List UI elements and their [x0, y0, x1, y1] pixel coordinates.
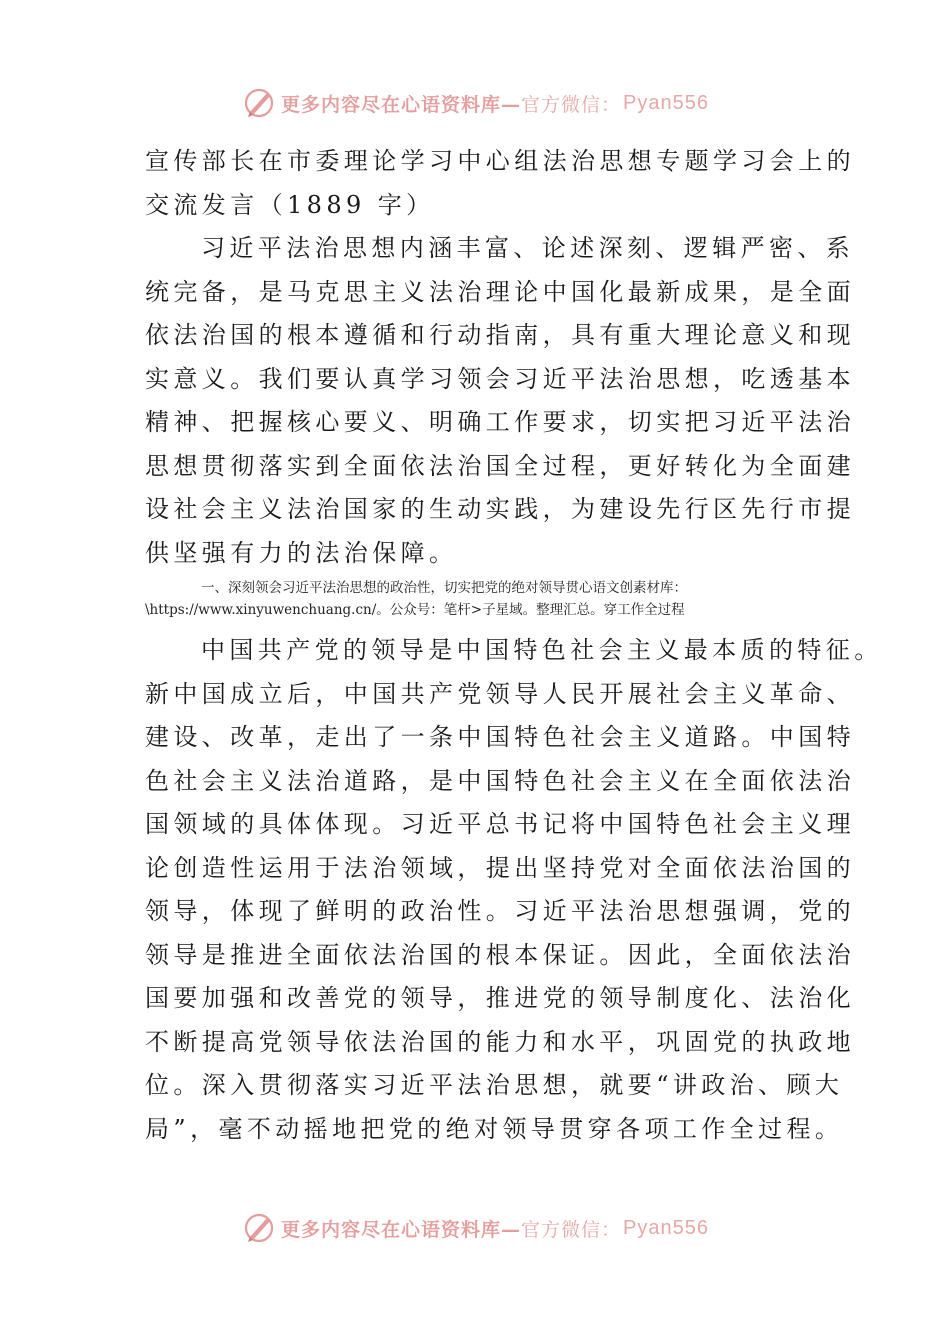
paragraph-line: 国要加强和改善党的领导，推进党的领导制度化、法治化 — [145, 984, 855, 1012]
paragraph-line: 国领域的具体体现。习近平总书记将中国特色社会主义理 — [145, 810, 855, 838]
paragraph-line: 位。深入贯彻落实习近平法治思想，就要“讲政治、顾大 — [145, 1071, 844, 1099]
paragraph-line: 领导是推进全面依法治国的根本保证。因此，全面依法治 — [145, 940, 855, 969]
banner-wechat-id: Pyan556 — [623, 1216, 709, 1239]
paragraph-line: 精神、把握核心要义、明确工作要求，切实把习近平法治 — [145, 408, 855, 436]
banner-wechat-id: Pyan556 — [623, 91, 709, 114]
paragraph-line: 实意义。我们要认真学习领会习近平法治思想，吃透基本 — [145, 364, 855, 393]
pen-logo-icon — [241, 1210, 277, 1246]
paragraph-line: 统完备，是马克思主义法治理论中国化最新成果，是全面 — [145, 277, 855, 306]
paragraph-line: 建设、改革，走出了一条中国特色社会主义道路。中国特 — [145, 723, 855, 751]
paragraph-line: 色社会主义法治道路，是中国特色社会主义在全面依法治 — [145, 766, 855, 795]
paragraph-party-leadership — [145, 629, 883, 1151]
paragraph-line: 思想贯彻落实到全面依法治国全过程，更好转化为全面建 — [145, 451, 855, 480]
paragraph-line: 论创造性运用于法治领域，提出坚持党对全面依法治国的 — [145, 853, 855, 882]
paragraph-line: 习近平法治思想内涵丰富、论述深刻、逻辑严密、系 — [201, 234, 855, 262]
banner-wechat-label: 官方微信： — [521, 93, 622, 116]
footer-banner — [0, 1208, 950, 1248]
title-line: 交流发言（1889 字） — [145, 190, 435, 219]
pen-logo-icon — [241, 85, 277, 121]
banner-text: 更多内容尽在心语资料库— — [281, 1218, 522, 1241]
paragraph-line: 局”，毫不动摇地把党的绝对领导贯穿各项工作全过程。 — [145, 1114, 844, 1143]
document-title — [145, 140, 855, 227]
paragraph-line: 依法治国的根本遵循和行动指南，具有重大理论意义和现 — [145, 321, 855, 349]
section-heading — [145, 577, 810, 621]
header-banner — [0, 83, 950, 123]
paragraph-line: 设社会主义法治国家的生动实践，为建设先行区先行市提 — [145, 495, 855, 523]
paragraph-line: 不断提高党领导依法治国的能力和水平，巩固党的执政地 — [145, 1027, 855, 1056]
banner-text: 更多内容尽在心语资料库— — [281, 93, 522, 116]
document-body — [145, 140, 883, 1151]
paragraph-line: 新中国成立后，中国共产党领导人民开展社会主义革命、 — [145, 679, 855, 708]
paragraph-intro — [145, 227, 855, 575]
paragraph-line: 领导，体现了鲜明的政治性。习近平法治思想强调，党的 — [145, 897, 855, 925]
banner-wechat-label: 官方微信： — [521, 1218, 622, 1241]
heading-line: 一、深刻领会习近平法治思想的政治性，切实把党的绝对领导贯心语文创素材库： — [201, 580, 687, 596]
paragraph-line: 中国共产党的领导是中国特色社会主义最本质的特征。 — [201, 636, 883, 664]
paragraph-line: 供坚强有力的法治保障。 — [145, 538, 458, 567]
heading-line: \https://www.xinyuwenchuang.cn/。公众号：笔杆>子星域。整理汇总。穿工作全过程 — [145, 602, 685, 618]
title-line: 宣传部长在市委理论学习中心组法治思想专题学习会上的 — [145, 147, 855, 175]
